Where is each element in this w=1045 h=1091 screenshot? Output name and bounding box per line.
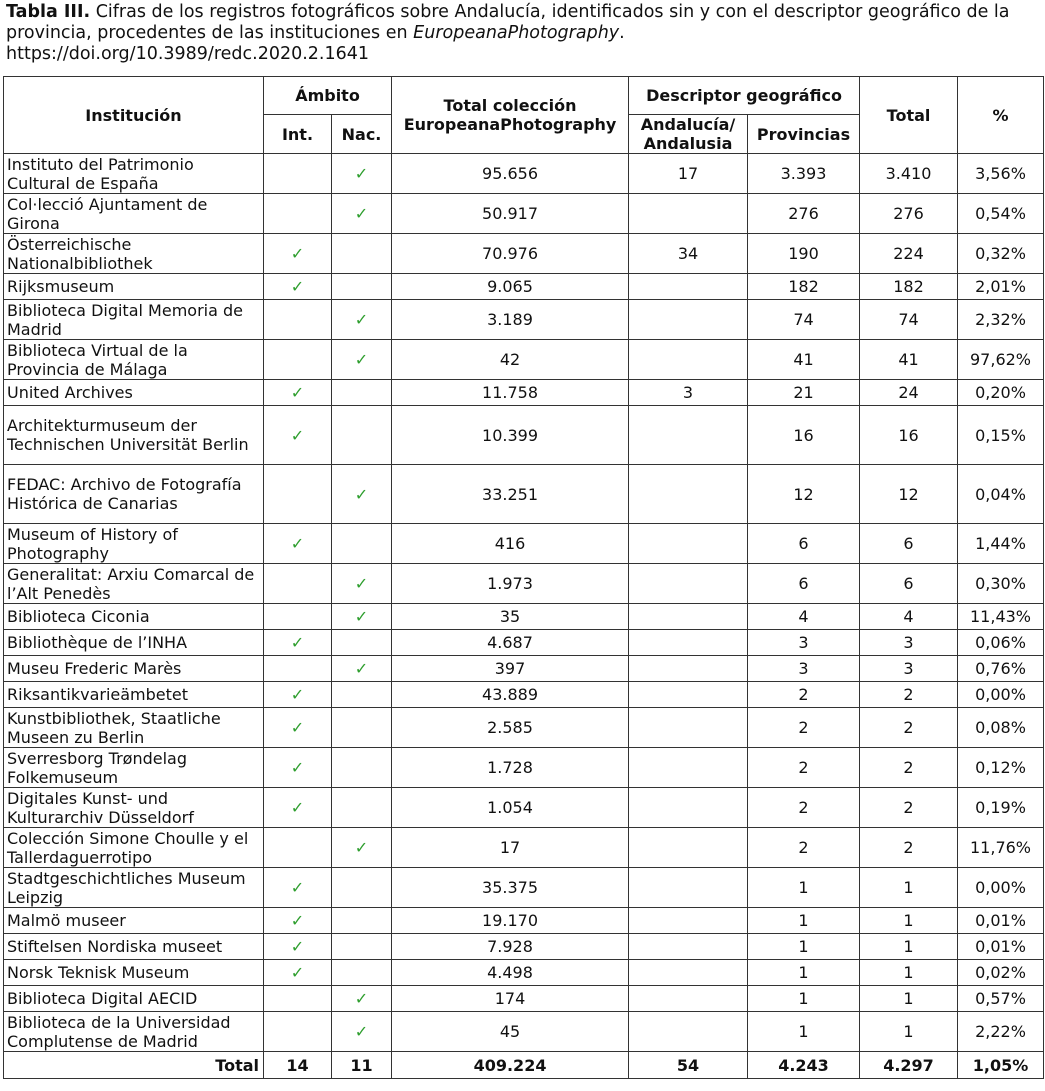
cell-int (264, 194, 332, 234)
cell-provincias: 3 (748, 630, 860, 656)
cell-total: 2 (860, 748, 958, 788)
cell-nac (332, 300, 392, 340)
checkmark-icon: ✓ (354, 607, 369, 626)
cell-provincias: 3 (748, 656, 860, 682)
header-andalucia: Andalucía/ Andalusia (629, 115, 748, 154)
cell-coleccion: 50.917 (392, 194, 629, 234)
cell-andalucia (629, 788, 748, 828)
cell-pct: 11,76% (958, 828, 1044, 868)
cell-nac (332, 564, 392, 604)
cell-nac (332, 630, 392, 656)
cell-institucion: Museu Frederic Marès (4, 656, 264, 682)
cell-provincias: 2 (748, 788, 860, 828)
cell-pct: 0,76% (958, 656, 1044, 682)
cell-institucion: Biblioteca Digital AECID (4, 986, 264, 1012)
table-header (4, 77, 1044, 154)
cell-andalucia (629, 908, 748, 934)
checkmark-icon: ✓ (354, 350, 369, 369)
table-row (4, 788, 1044, 828)
cell-provincias: 4 (748, 604, 860, 630)
checkmark-icon: ✓ (290, 718, 305, 737)
header-descriptor: Descriptor geográfico (629, 77, 860, 115)
cell-int (264, 154, 332, 194)
cell-coleccion: 95.656 (392, 154, 629, 194)
cell-andalucia (629, 274, 748, 300)
cell-pct: 0,57% (958, 986, 1044, 1012)
cell-coleccion: 35.375 (392, 868, 629, 908)
cell-int (264, 986, 332, 1012)
checkmark-icon: ✓ (290, 937, 305, 956)
cell-total: 3 (860, 630, 958, 656)
cell-total: 2 (860, 708, 958, 748)
cell-andalucia (629, 465, 748, 524)
table-row (4, 604, 1044, 630)
cell-institucion: Museum of History of Photography (4, 524, 264, 564)
cell-institucion: Norsk Teknisk Museum (4, 960, 264, 986)
header-nac: Nac. (332, 115, 392, 154)
cell-institucion: Generalitat: Arxiu Comarcal de l’Alt Penedès (4, 564, 264, 604)
cell-coleccion: 1.973 (392, 564, 629, 604)
cell-andalucia (629, 868, 748, 908)
table-row (4, 274, 1044, 300)
cell-institucion: Rijksmuseum (4, 274, 264, 300)
cell-pct: 0,30% (958, 564, 1044, 604)
cell-nac (332, 406, 392, 465)
totals-andalucia: 54 (629, 1052, 748, 1079)
checkmark-icon: ✓ (354, 484, 369, 504)
data-table (3, 76, 1044, 1079)
table-row (4, 1012, 1044, 1052)
cell-nac (332, 194, 392, 234)
cell-pct: 0,19% (958, 788, 1044, 828)
table-row (4, 682, 1044, 708)
checkmark-icon: ✓ (290, 383, 305, 402)
cell-provincias: 2 (748, 708, 860, 748)
cell-coleccion: 3.189 (392, 300, 629, 340)
table-row (4, 524, 1044, 564)
cell-andalucia (629, 604, 748, 630)
cell-coleccion: 9.065 (392, 274, 629, 300)
cell-institucion: Österreichische Nationalbibliothek (4, 234, 264, 274)
caption-doi: https://doi.org/10.3989/redc.2020.2.1641 (6, 44, 370, 64)
cell-institucion: Col·lecció Ajuntament de Girona (4, 194, 264, 234)
cell-andalucia (629, 1012, 748, 1052)
table-row (4, 194, 1044, 234)
cell-andalucia (629, 748, 748, 788)
cell-nac (332, 708, 392, 748)
header-ambito: Ámbito (264, 77, 392, 115)
cell-provincias: 1 (748, 986, 860, 1012)
cell-total: 6 (860, 564, 958, 604)
cell-institucion: Instituto del Patrimonio Cultural de España (4, 154, 264, 194)
cell-institucion: Colección Simone Choulle y el Tallerdaguerrotipo (4, 828, 264, 868)
cell-coleccion: 11.758 (392, 380, 629, 406)
cell-coleccion: 1.054 (392, 788, 629, 828)
cell-total: 182 (860, 274, 958, 300)
cell-total: 6 (860, 524, 958, 564)
cell-total: 2 (860, 828, 958, 868)
cell-nac (332, 154, 392, 194)
cell-total: 2 (860, 682, 958, 708)
cell-total: 1 (860, 934, 958, 960)
cell-total: 1 (860, 868, 958, 908)
cell-provincias: 3.393 (748, 154, 860, 194)
cell-andalucia: 17 (629, 154, 748, 194)
cell-andalucia (629, 194, 748, 234)
checkmark-icon: ✓ (290, 963, 305, 982)
cell-nac (332, 524, 392, 564)
cell-nac (332, 1012, 392, 1052)
cell-total: 41 (860, 340, 958, 380)
cell-coleccion: 1.728 (392, 748, 629, 788)
table-row (4, 154, 1044, 194)
cell-andalucia (629, 656, 748, 682)
checkmark-icon: ✓ (354, 310, 369, 329)
table-row (4, 300, 1044, 340)
cell-provincias: 6 (748, 564, 860, 604)
cell-total: 1 (860, 1012, 958, 1052)
cell-coleccion: 42 (392, 340, 629, 380)
cell-provincias: 1 (748, 934, 860, 960)
cell-nac (332, 748, 392, 788)
cell-coleccion: 174 (392, 986, 629, 1012)
cell-institucion: Biblioteca Ciconia (4, 604, 264, 630)
cell-int (264, 788, 332, 828)
checkmark-icon: ✓ (290, 758, 305, 777)
cell-provincias: 21 (748, 380, 860, 406)
cell-pct: 2,32% (958, 300, 1044, 340)
cell-coleccion: 45 (392, 1012, 629, 1052)
cell-pct: 0,08% (958, 708, 1044, 748)
table-row (4, 406, 1044, 465)
cell-total: 4 (860, 604, 958, 630)
cell-provincias: 1 (748, 1012, 860, 1052)
cell-total: 74 (860, 300, 958, 340)
checkmark-icon: ✓ (354, 1022, 369, 1041)
table-row (4, 465, 1044, 524)
cell-int (264, 908, 332, 934)
caption-italic: EuropeanaPhotography (413, 23, 620, 43)
cell-institucion: United Archives (4, 380, 264, 406)
header-institucion: Institución (4, 77, 264, 154)
cell-provincias: 2 (748, 748, 860, 788)
cell-andalucia (629, 406, 748, 465)
table-row (4, 908, 1044, 934)
cell-pct: 0,01% (958, 908, 1044, 934)
cell-nac (332, 828, 392, 868)
cell-nac (332, 274, 392, 300)
cell-institucion: Biblioteca Virtual de la Provincia de Málaga (4, 340, 264, 380)
cell-coleccion: 19.170 (392, 908, 629, 934)
cell-pct: 0,54% (958, 194, 1044, 234)
cell-institucion: Riksantikvarieämbetet (4, 682, 264, 708)
checkmark-icon: ✓ (290, 911, 305, 930)
checkmark-icon: ✓ (290, 277, 305, 296)
table-caption (6, 2, 1036, 65)
cell-total: 3.410 (860, 154, 958, 194)
caption-text: Cifras de los registros fotográficos sobre Andalucía, identificados sin y con el descriptor geográfico de la provincia, procedentes de las instituciones en (6, 2, 1010, 43)
cell-coleccion: 4.498 (392, 960, 629, 986)
table-row (4, 986, 1044, 1012)
cell-andalucia (629, 682, 748, 708)
cell-andalucia (629, 828, 748, 868)
cell-provincias: 1 (748, 868, 860, 908)
cell-pct: 0,00% (958, 682, 1044, 708)
header-int: Int. (264, 115, 332, 154)
checkmark-icon: ✓ (290, 425, 305, 445)
table-row (4, 708, 1044, 748)
cell-andalucia (629, 564, 748, 604)
cell-coleccion: 70.976 (392, 234, 629, 274)
cell-nac (332, 868, 392, 908)
cell-int (264, 656, 332, 682)
totals-label: Total (4, 1052, 264, 1079)
cell-int (264, 274, 332, 300)
cell-nac (332, 380, 392, 406)
cell-int (264, 406, 332, 465)
cell-institucion: Bibliothèque de l’INHA (4, 630, 264, 656)
cell-coleccion: 2.585 (392, 708, 629, 748)
checkmark-icon: ✓ (354, 659, 369, 678)
cell-andalucia: 34 (629, 234, 748, 274)
cell-provincias: 1 (748, 960, 860, 986)
caption-label: Tabla III. (6, 2, 91, 22)
cell-provincias: 2 (748, 682, 860, 708)
cell-institucion: Digitales Kunst- und Kulturarchiv Düsseldorf (4, 788, 264, 828)
cell-andalucia (629, 934, 748, 960)
table-row (4, 934, 1044, 960)
cell-institucion: Kunstbibliothek, Staatliche Museen zu Berlin (4, 708, 264, 748)
cell-coleccion: 416 (392, 524, 629, 564)
cell-provincias: 6 (748, 524, 860, 564)
cell-int (264, 682, 332, 708)
cell-coleccion: 17 (392, 828, 629, 868)
cell-andalucia (629, 340, 748, 380)
checkmark-icon: ✓ (290, 244, 305, 263)
cell-institucion: Malmö museer (4, 908, 264, 934)
cell-pct: 0,04% (958, 465, 1044, 524)
cell-nac (332, 656, 392, 682)
table-row (4, 564, 1044, 604)
cell-andalucia (629, 524, 748, 564)
cell-institucion: Biblioteca de la Universidad Complutense de Madrid (4, 1012, 264, 1052)
cell-int (264, 708, 332, 748)
cell-nac (332, 604, 392, 630)
cell-andalucia (629, 630, 748, 656)
table-body (4, 154, 1044, 1052)
cell-nac (332, 234, 392, 274)
cell-total: 2 (860, 788, 958, 828)
checkmark-icon: ✓ (354, 574, 369, 593)
cell-int (264, 1012, 332, 1052)
checkmark-icon: ✓ (290, 685, 305, 704)
cell-total: 1 (860, 908, 958, 934)
cell-provincias: 74 (748, 300, 860, 340)
cell-coleccion: 43.889 (392, 682, 629, 708)
cell-total: 24 (860, 380, 958, 406)
cell-int (264, 380, 332, 406)
totals-coleccion: 409.224 (392, 1052, 629, 1079)
cell-int (264, 604, 332, 630)
cell-pct: 0,00% (958, 868, 1044, 908)
checkmark-icon: ✓ (354, 164, 369, 183)
totals-total: 4.297 (860, 1052, 958, 1079)
cell-pct: 0,32% (958, 234, 1044, 274)
cell-total: 3 (860, 656, 958, 682)
cell-int (264, 630, 332, 656)
cell-pct: 0,02% (958, 960, 1044, 986)
cell-int (264, 748, 332, 788)
cell-int (264, 340, 332, 380)
cell-pct: 0,20% (958, 380, 1044, 406)
cell-total: 16 (860, 406, 958, 465)
cell-coleccion: 33.251 (392, 465, 629, 524)
cell-institucion: Biblioteca Digital Memoria de Madrid (4, 300, 264, 340)
cell-int (264, 934, 332, 960)
totals-pct: 1,05% (958, 1052, 1044, 1079)
cell-institucion: Sverresborg Trøndelag Folkemuseum (4, 748, 264, 788)
cell-total: 1 (860, 960, 958, 986)
cell-total: 276 (860, 194, 958, 234)
cell-pct: 11,43% (958, 604, 1044, 630)
checkmark-icon: ✓ (290, 798, 305, 817)
cell-coleccion: 7.928 (392, 934, 629, 960)
cell-institucion: Stiftelsen Nordiska museet (4, 934, 264, 960)
cell-pct: 0,06% (958, 630, 1044, 656)
totals-int: 14 (264, 1052, 332, 1079)
cell-andalucia (629, 708, 748, 748)
table-row (4, 868, 1044, 908)
cell-pct: 2,22% (958, 1012, 1044, 1052)
cell-int (264, 868, 332, 908)
cell-pct: 3,56% (958, 154, 1044, 194)
cell-provincias: 1 (748, 908, 860, 934)
cell-int (264, 828, 332, 868)
cell-int (264, 524, 332, 564)
table-row (4, 960, 1044, 986)
cell-pct: 2,01% (958, 274, 1044, 300)
table-row (4, 340, 1044, 380)
header-pct: % (958, 77, 1044, 154)
totals-provincias: 4.243 (748, 1052, 860, 1079)
cell-pct: 97,62% (958, 340, 1044, 380)
cell-institucion: Stadtgeschichtliches Museum Leipzig (4, 868, 264, 908)
checkmark-icon: ✓ (290, 633, 305, 652)
cell-coleccion: 4.687 (392, 630, 629, 656)
cell-int (264, 300, 332, 340)
table-row (4, 828, 1044, 868)
cell-pct: 0,01% (958, 934, 1044, 960)
cell-institucion: FEDAC: Archivo de Fotografía Histórica de Canarias (4, 465, 264, 524)
table-row (4, 656, 1044, 682)
cell-nac (332, 960, 392, 986)
cell-andalucia (629, 986, 748, 1012)
cell-andalucia (629, 960, 748, 986)
totals-nac: 11 (332, 1052, 392, 1079)
cell-provincias: 276 (748, 194, 860, 234)
cell-andalucia: 3 (629, 380, 748, 406)
table-row (4, 234, 1044, 274)
checkmark-icon: ✓ (354, 989, 369, 1008)
cell-int (264, 465, 332, 524)
cell-int (264, 960, 332, 986)
cell-pct: 0,12% (958, 748, 1044, 788)
checkmark-icon: ✓ (354, 838, 369, 857)
cell-int (264, 564, 332, 604)
cell-provincias: 16 (748, 406, 860, 465)
header-total: Total (860, 77, 958, 154)
table-footer (4, 1052, 1044, 1079)
cell-nac (332, 934, 392, 960)
cell-nac (332, 908, 392, 934)
header-provincias: Provincias (748, 115, 860, 154)
cell-pct: 0,15% (958, 406, 1044, 465)
cell-provincias: 41 (748, 340, 860, 380)
cell-institucion: Architekturmuseum der Technischen Universität Berlin (4, 406, 264, 465)
cell-pct: 1,44% (958, 524, 1044, 564)
table-row (4, 748, 1044, 788)
cell-coleccion: 397 (392, 656, 629, 682)
caption-after: . (619, 23, 625, 43)
cell-nac (332, 465, 392, 524)
cell-coleccion: 35 (392, 604, 629, 630)
cell-nac (332, 682, 392, 708)
table-row (4, 630, 1044, 656)
cell-total: 1 (860, 986, 958, 1012)
checkmark-icon: ✓ (290, 534, 305, 553)
cell-provincias: 190 (748, 234, 860, 274)
cell-total: 224 (860, 234, 958, 274)
checkmark-icon: ✓ (290, 878, 305, 897)
checkmark-icon: ✓ (354, 204, 369, 223)
cell-total: 12 (860, 465, 958, 524)
header-total-coleccion: Total colección EuropeanaPhotography (392, 77, 629, 154)
cell-nac (332, 340, 392, 380)
cell-provincias: 182 (748, 274, 860, 300)
cell-provincias: 12 (748, 465, 860, 524)
cell-coleccion: 10.399 (392, 406, 629, 465)
cell-andalucia (629, 300, 748, 340)
cell-nac (332, 788, 392, 828)
cell-provincias: 2 (748, 828, 860, 868)
cell-nac (332, 986, 392, 1012)
cell-int (264, 234, 332, 274)
table-row (4, 380, 1044, 406)
